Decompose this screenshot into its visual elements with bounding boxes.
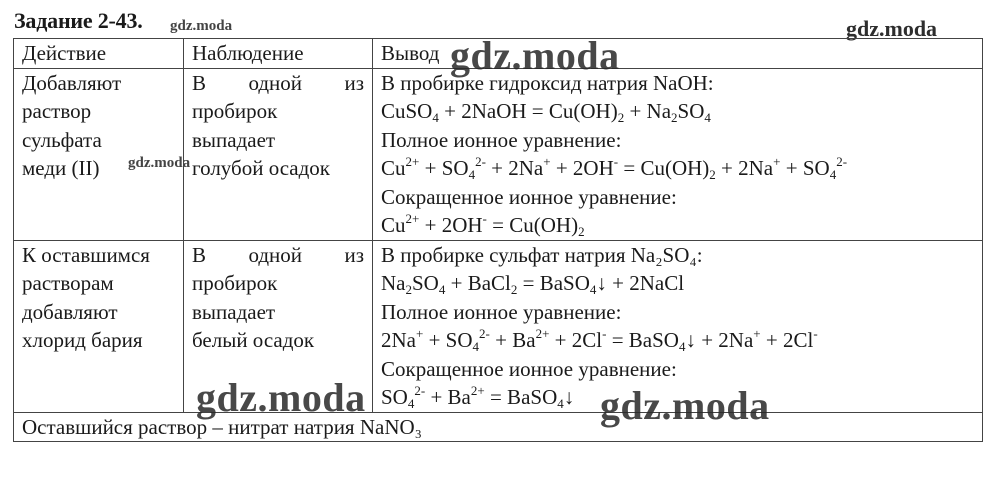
observation-line: белый осадок: [192, 328, 315, 352]
watermark-header-large: gdz.moda: [450, 33, 620, 78]
observation-line: В одной из: [192, 242, 364, 267]
observation-line: В одной из: [192, 70, 364, 95]
action-line: сульфата: [22, 127, 102, 152]
conclusion-intro: В пробирке сульфат натрия Na₂SO₄:: [381, 242, 703, 267]
header-action: Действие: [14, 39, 184, 69]
molecular-equation: CuSO$_4$ + 2NaOH = $Cu(OH)_2 + Na_2SO_4$: [381, 99, 711, 125]
footer-cell: Оставшийся раствор – нитрат натрия NaNO₃: [14, 412, 983, 442]
table-row: [14, 68, 983, 240]
short-ionic-label: Сокращенное ионное уравнение:: [381, 356, 677, 381]
action-line: Добавляют: [22, 70, 122, 95]
observation-line: пробирок: [192, 271, 278, 295]
header-observation: Наблюдение: [184, 39, 373, 69]
short-ionic-label: Сокращенное ионное уравнение:: [381, 184, 677, 209]
full-ionic-equation: $Cu^{2+} + SO_4^{2-} + 2Na^+ + 2OH^- = Cu(OH)_2 + 2Na^+ + SO_4^{2-}$: [381, 154, 848, 182]
molecular-equation: $Na_2SO_4$ + BaCl$_2$ = BaSO$_4$↓ + 2NaCl: [381, 271, 685, 297]
action-line: растворам: [22, 271, 114, 295]
action-cell: [14, 240, 184, 412]
header-conclusion: Вывод: [373, 39, 983, 69]
watermark-top-right: gdz.moda: [846, 16, 938, 41]
table-row: [14, 240, 983, 412]
observation-line: выпадает: [192, 127, 276, 152]
full-ionic-label: Полное ионное уравнение:: [381, 127, 622, 152]
action-line: меди (II): [22, 156, 100, 180]
observation-line: голубой осадок: [192, 156, 330, 180]
watermark-cell-small: gdz.moda: [128, 155, 191, 171]
task-table: [13, 38, 983, 442]
action-line: добавляют: [22, 299, 118, 324]
observation-line: пробирок: [192, 99, 278, 123]
action-line: К оставшимся: [22, 242, 150, 267]
conclusion-intro: В пробирке гидроксид натрия NaOH:: [381, 70, 714, 95]
watermark-bottom-left: gdz.moda: [196, 375, 366, 420]
full-ionic-equation: $2Na^+ + SO_4^{2-} + Ba^{2+} + 2Cl^-$ = BaSO$_4$↓ + 2Na+ + 2Cl-: [381, 326, 818, 354]
observation-line: выпадает: [192, 299, 276, 324]
short-ionic-equation: $SO_4^{2-} + Ba^{2+}$ = BaSO$_4$↓: [381, 383, 575, 411]
task-title: Задание 2-43.: [14, 8, 143, 33]
action-line: хлорид бария: [22, 328, 143, 352]
full-ionic-label: Полное ионное уравнение:: [381, 299, 622, 324]
table-footer-row: [14, 412, 983, 442]
short-ionic-equation: $Cu^{2+} + 2OH^- = Cu(OH)_2$: [381, 211, 585, 239]
action-line: раствор: [22, 99, 92, 123]
action-cell: [14, 68, 184, 240]
conclusion-cell: [373, 68, 983, 240]
observation-cell: [184, 68, 373, 240]
watermark-small-top: gdz.moda: [170, 18, 233, 34]
watermark-bottom-right: gdz.moda: [600, 383, 770, 428]
